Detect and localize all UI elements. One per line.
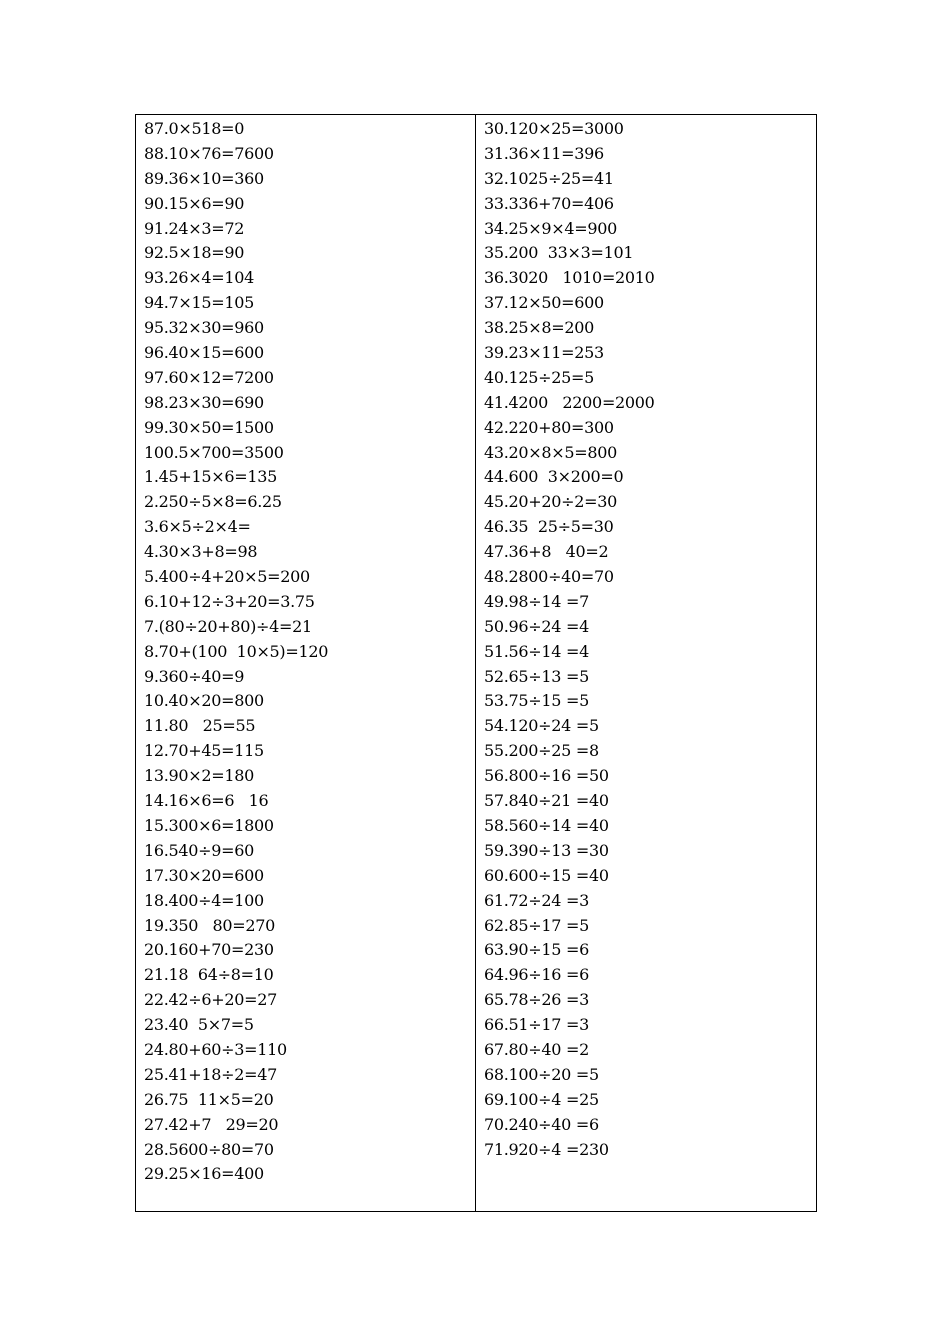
problem-line: 63.90÷15 =6 [484, 940, 589, 960]
problem-line: 22.42÷6+20=27 [144, 990, 278, 1010]
problem-line: 67.80÷40 =2 [484, 1039, 589, 1059]
problem-line: 59.390÷13 =30 [484, 840, 609, 860]
problem-line: 29.25×16=400 [144, 1164, 264, 1184]
problem-line: 17.30×20=600 [144, 865, 264, 885]
problem-line: 68.100÷20 =5 [484, 1064, 599, 1084]
problem-line: 32.1025÷25=41 [484, 168, 614, 188]
problem-line: 62.85÷17 =5 [484, 915, 589, 935]
problem-line: 24.80+60÷3=110 [144, 1039, 287, 1059]
problem-line: 4.30×3+8=98 [144, 542, 258, 562]
problem-line: 44.600 3×200=0 [484, 467, 624, 487]
problem-line: 11.80 25=55 [144, 716, 256, 736]
problem-line: 43.20×8×5=800 [484, 442, 618, 462]
problem-line: 60.600÷15 =40 [484, 865, 609, 885]
problem-line: 88.10×76=7600 [144, 143, 274, 163]
problem-line: 99.30×50=1500 [144, 417, 274, 437]
problem-line: 40.125÷25=5 [484, 367, 595, 387]
problem-line: 31.36×11=396 [484, 143, 604, 163]
problem-line: 61.72÷24 =3 [484, 890, 589, 910]
problem-line: 53.75÷15 =5 [484, 691, 589, 711]
problem-line: 41.4200 2200=2000 [484, 392, 655, 412]
problem-line: 5.400÷4+20×5=200 [144, 567, 310, 587]
problem-line: 98.23×30=690 [144, 392, 264, 412]
problem-line: 23.40 5×7=5 [144, 1015, 254, 1035]
problem-line: 42.220+80=300 [484, 417, 614, 437]
problem-line: 9.360÷40=9 [144, 666, 245, 686]
problem-line: 55.200÷25 =8 [484, 741, 599, 761]
problem-line: 94.7×15=105 [144, 293, 255, 313]
problem-line: 92.5×18=90 [144, 243, 245, 263]
problem-line: 66.51÷17 =3 [484, 1015, 589, 1035]
problem-line: 71.920÷4 =230 [484, 1139, 609, 1159]
problem-line: 54.120÷24 =5 [484, 716, 599, 736]
problem-line: 26.75 11×5=20 [144, 1089, 274, 1109]
problem-line: 36.3020 1010=2010 [484, 268, 655, 288]
problem-line: 96.40×15=600 [144, 343, 264, 363]
problem-line: 18.400÷4=100 [144, 890, 264, 910]
problem-line: 47.36+8 40=2 [484, 542, 609, 562]
problem-line: 87.0×518=0 [144, 119, 245, 138]
problem-line: 93.26×4=104 [144, 268, 255, 288]
problem-line: 14.16×6=6 16 [144, 791, 269, 811]
problem-line: 28.5600÷80=70 [144, 1139, 274, 1159]
problem-line: 19.350 80=270 [144, 915, 276, 935]
problem-line: 37.12×50=600 [484, 293, 604, 313]
problem-line: 56.800÷16 =50 [484, 766, 609, 786]
problem-line: 38.25×8=200 [484, 318, 595, 338]
problem-line: 7.(80÷20+80)÷4=21 [144, 616, 312, 636]
problem-line: 25.41+18÷2=47 [144, 1064, 278, 1084]
problem-line: 13.90×2=180 [144, 766, 255, 786]
problem-line: 69.100÷4 =25 [484, 1089, 599, 1109]
problem-line: 27.42+7 29=20 [144, 1114, 279, 1134]
problem-line: 91.24×3=72 [144, 218, 245, 238]
problem-line: 97.60×12=7200 [144, 367, 274, 387]
problem-line: 57.840÷21 =40 [484, 791, 609, 811]
problem-line: 65.78÷26 =3 [484, 990, 589, 1010]
problem-line: 33.336+70=406 [484, 193, 614, 213]
problem-line: 90.15×6=90 [144, 193, 245, 213]
problem-line: 12.70+45=115 [144, 741, 264, 761]
problem-line: 64.96÷16 =6 [484, 965, 589, 985]
problem-line: 49.98÷14 =7 [484, 591, 589, 611]
problem-line: 10.40×20=800 [144, 691, 264, 711]
worksheet-table [135, 114, 817, 1212]
problem-line: 3.6×5÷2×4= [144, 517, 251, 537]
problem-line: 52.65÷13 =5 [484, 666, 589, 686]
problem-line: 95.32×30=960 [144, 318, 264, 338]
problem-line: 34.25×9×4=900 [484, 218, 618, 238]
problem-line: 6.10+12÷3+20=3.75 [144, 591, 315, 611]
problem-line: 50.96÷24 =4 [484, 616, 589, 636]
problem-line: 45.20+20÷2=30 [484, 492, 618, 512]
problem-line: 46.35 25÷5=30 [484, 517, 614, 537]
problem-line: 100.5×700=3500 [144, 442, 284, 462]
problem-line: 70.240÷40 =6 [484, 1114, 599, 1134]
left-column [136, 115, 476, 1211]
problem-line: 15.300×6=1800 [144, 815, 274, 835]
problem-line: 8.70+(100 10×5)=120 [144, 641, 329, 661]
problem-line: 39.23×11=253 [484, 343, 604, 363]
problem-line: 16.540÷9=60 [144, 840, 255, 860]
problem-line: 35.200 33×3=101 [484, 243, 634, 263]
problem-line: 2.250÷5×8=6.25 [144, 492, 282, 512]
problem-line: 48.2800÷40=70 [484, 567, 614, 587]
problem-line: 51.56÷14 =4 [484, 641, 589, 661]
problem-line: 30.120×25=3000 [484, 119, 624, 138]
problem-line: 21.18 64÷8=10 [144, 965, 274, 985]
problem-line: 20.160+70=230 [144, 940, 274, 960]
problem-line: 89.36×10=360 [144, 168, 264, 188]
problem-line: 58.560÷14 =40 [484, 815, 609, 835]
right-column [476, 115, 816, 1211]
problem-line: 1.45+15×6=135 [144, 467, 278, 487]
